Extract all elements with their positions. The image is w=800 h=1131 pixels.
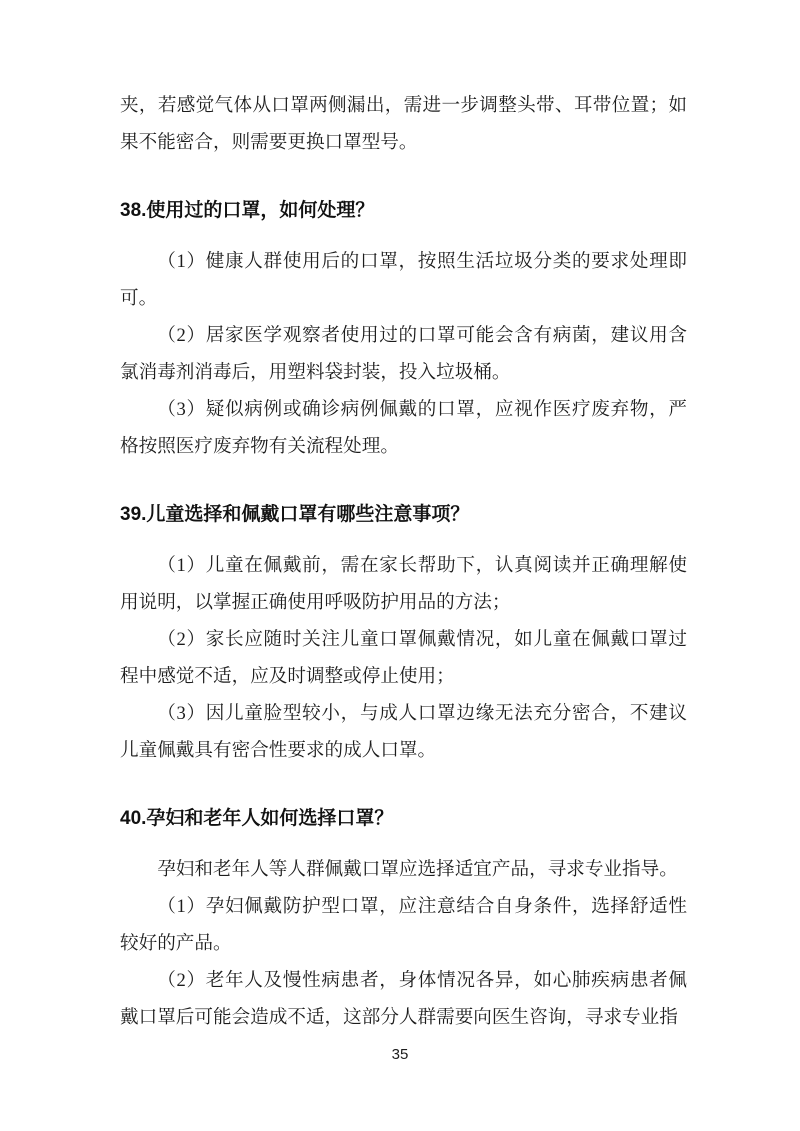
section-40-paragraph-1: （1）孕妇佩戴防护型口罩，应注意结合自身条件，选择舒适性较好的产品。 xyxy=(120,896,687,954)
section-38-heading: 38.使用过的口罩，如何处理？ xyxy=(120,200,375,221)
section-38-paragraph-3: （3）疑似病例或确诊病例佩戴的口罩，应视作医疗废弃物，严格按照医疗废弃物有关流程处理。 xyxy=(120,399,687,457)
section-39-paragraph-2: （2）家长应随时关注儿童口罩佩戴情况，如儿童在佩戴口罩过程中感觉不适，应及时调整或停止使用； xyxy=(120,629,687,687)
section-40-intro-paragraph: 孕妇和老年人等人群佩戴口罩应选择适宜产品，寻求专业指导。 xyxy=(157,859,678,880)
section-39-heading: 39.儿童选择和佩戴口罩有哪些注意事项？ xyxy=(120,504,470,525)
section-39-paragraph-1: （1）儿童在佩戴前，需在家长帮助下，认真阅读并正确理解使用说明，以掌握正确使用呼吸防护用品的方法； xyxy=(120,555,687,613)
page-number: 35 xyxy=(391,1046,409,1063)
section-38-paragraph-1: （1）健康人群使用后的口罩，按照生活垃圾分类的要求处理即可。 xyxy=(120,251,687,309)
section-40-paragraph-2: （2）老年人及慢性病患者，身体情况各异，如心肺疾病患者佩戴口罩后可能会造成不适，这部分人群需要向医生咨询，寻求专业指 xyxy=(120,970,687,1028)
section-39-paragraph-3: （3）因儿童脸型较小，与成人口罩边缘无法充分密合，不建议儿童佩戴具有密合性要求的成人口罩。 xyxy=(120,703,687,761)
section-38-paragraph-2: （2）居家医学观察者使用过的口罩可能会含有病菌，建议用含氯消毒剂消毒后，用塑料袋封装，投入垃圾桶。 xyxy=(120,325,687,383)
continuation-paragraph: 夹，若感觉气体从口罩两侧漏出，需进一步调整头带、耳带位置；如果不能密合，则需要更换口罩型号。 xyxy=(120,95,687,153)
section-40-heading: 40.孕妇和老年人如何选择口罩？ xyxy=(120,808,394,829)
